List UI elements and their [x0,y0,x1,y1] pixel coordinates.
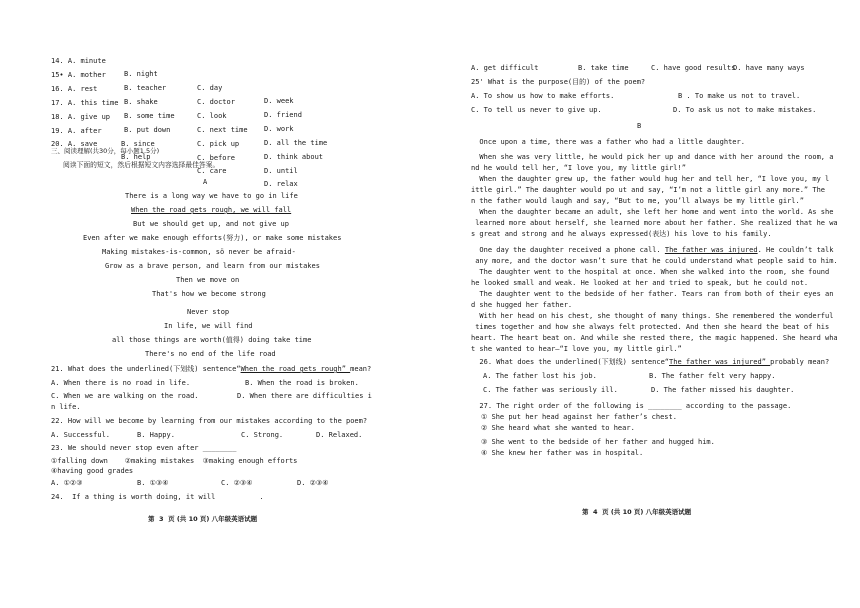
option: D. all the time [264,139,328,148]
story-line: The daughter went to the hospital at once. When she walked into the room, she found [471,268,830,276]
story-line: Once upon a time, there was a father who had a little daughter. [471,138,745,146]
option: D. ②③④ [297,479,329,487]
option: B. night [124,70,158,79]
option: C. When we are walking on the road. [51,392,199,400]
option: A. The father lost his job. [483,372,597,380]
poem-line: That's how we become strong [152,290,266,298]
story-line: When the daughter became an adult, she left her home and went into the world. As she [471,208,834,216]
option: C. To tell us never to give up. [471,106,602,114]
question-item: ③ She went to the bedside of her father and hugged him. [481,438,715,446]
page-footer: 第 4 页 (共 10 页) 八年级英语试题 [582,508,692,516]
story-line: When the daughter grew up, the father would hug her and tell her, “I love you, my l [471,175,830,183]
poem-line: Grow as a brave person, and learn from our mistakes [105,262,320,270]
poem-line: There's no end of the life road [145,350,276,358]
question-items: ①falling down ②making mistakes ③making enough efforts [51,457,298,465]
question-text: 21. What does the underlined(下划线) sentence“ [51,365,241,373]
option: C. pick up [197,139,240,148]
poem-line: Making mistakes-is-common, sö never be afraid- [102,248,296,256]
story-line: learned more about herself, she learned more about her father. She realized that he wa [471,219,838,227]
question-23: 23. We should never stop even after ________ [51,444,237,452]
poem-line: all those things are worth(值得) doing take time [112,336,312,344]
option: A. To show us how to make efforts. [471,92,615,100]
option: C. ②③④ [221,479,253,487]
option: A. Successful. [51,431,111,439]
option: 15• A. mother [51,70,106,79]
option: D. relax [264,180,298,189]
poem-line: There is a long way we have to go in life [125,192,298,200]
question-25: 25' What is the purpose(目的) of the poem? [471,78,646,86]
story-line: heart. The heart beat on. And while she rested there, the magic happened. She heard wha [471,334,838,342]
option: C. doctor [197,97,235,106]
story-line: nd he would tell her, “I love you, my little girl!” [471,164,686,172]
option: 14. A. minute [51,56,106,65]
option-continued: n life. [51,403,81,411]
question-text: . [259,493,264,501]
option: D. week [264,97,294,106]
option: C. next time [197,125,248,134]
question-text: 26. What does the underlined(下划线) sentence“ [471,358,670,366]
option: D. friend [264,111,302,120]
question-text: probably mean? [770,358,830,366]
page-footer: 第 3 页 (共 10 页) 八年级英语试题 [148,515,258,523]
poem-line: Never stop [187,308,230,316]
option: C. look [197,111,227,120]
option: B. Happy. [137,431,175,439]
option: D. Relaxed. [316,431,363,439]
story-line: n the father would laugh and say, “But to me, you’ll always be my little girl.” [471,197,804,205]
section-heading: 三、阅读理解(共30分，每小题1.5分) [51,147,160,155]
option: B. some time [124,112,175,121]
story-text: One day the daughter received a phone call. [471,246,665,254]
story-line: he looked small and weak. He looked at her and tried to speak, but he could not. [471,279,809,287]
option: D. work [264,125,294,134]
option: D. until [264,167,298,176]
instruction: 阅读下面的短文，然后根据短文内容选择最佳答案。 [63,161,220,169]
option: 20. A. save [51,139,98,148]
story-line: ittle girl.” The daughter would po ut and say, “I’m not a little girl any more.” The [471,186,826,194]
story-text: . He couldn’t talk [757,246,834,254]
option: B. help [121,153,151,162]
option: 19. A. after [51,126,102,135]
story-line: The daughter went to the bedside of her father. Tears ran from both of their eyes an [471,290,834,298]
underlined-text: When the road gets rough” [240,365,351,373]
option: D. To ask us not to make mistakes. [673,106,817,114]
option: B. since [121,140,155,149]
option: 18. A. give up [51,112,111,121]
option: C. The father was seriously ill. [483,386,618,394]
passage-label: B [637,122,642,130]
option: B. The father felt very happy. [649,372,776,380]
story-line: times together and how she always felt protected. And then she heard the beat of his [471,323,830,331]
option: B. When the road is broken. [245,379,359,387]
option: B. take time [578,64,629,72]
option: C. day [197,83,223,92]
poem-line-underlined: When the road gets rough, we will fall [131,206,292,214]
option: D. think about [264,153,324,162]
underlined-text: The father was injured” [669,358,771,366]
question-21 [51,363,371,377]
poem-line: But we should get up, and not give up [133,220,289,228]
option: A. get difficult [471,64,539,72]
question-item: ② She heard what she wanted to hear. [481,424,635,432]
option: A. When there is no road in life. [51,379,191,387]
question-item: ① She put her head against her father’s chest. [481,413,677,421]
poem-line: Even after we make enough efforts(努力), or make some mistakes [83,234,342,242]
option: B. ①③④ [137,479,169,487]
underlined-text: The father was injured [664,246,758,254]
option: B . To make us not to travel. [678,92,801,100]
story-line: t she wanted to hear—“I love you, my little girl.” [471,345,682,353]
option: B. put down [124,126,171,135]
question-text: mean? [350,365,372,373]
option: C. before [197,153,235,162]
option: A. ①②③ [51,479,83,487]
question-22: 22. How will we become by learning from our mistakes according to the poem? [51,417,368,425]
question-24 [51,491,264,505]
question-26 [471,356,829,370]
story-line: any more, and the doctor wasn’t sure that he could understand what people said to him. [471,257,838,265]
option: D. have many ways [733,64,805,72]
poem-line: Then we move on [176,276,240,284]
story-line: s great and strong and he always expressed(表达) his love to his family. [471,230,772,238]
passage-label: A [203,178,208,186]
question-27: 27. The right order of the following is ________ according to the passage. [471,402,792,410]
option: D. The father missed his daughter. [651,386,795,394]
option: C. Strong. [241,431,284,439]
story-line: When she was very little, he would pick her up and dance with her around the room, a [471,153,834,161]
option: B. shake [124,98,158,107]
question-item: ④ She knew her father was in hospital. [481,449,644,457]
story-line: d she hugged her father. [471,301,573,309]
option: 17. A. this time [51,98,119,107]
option: B. teacher [124,84,167,93]
option: D. When there are difficulties i [237,392,372,400]
option: C. have good results [651,64,736,72]
question-items: ④having good grades [51,467,134,475]
option: C. care [197,166,227,175]
story-line: With her head on his chest, she thought of many things. She remembered the wonderful [471,312,834,320]
poem-line: In life, we will find [164,322,253,330]
question-text: 24. If a thing is worth doing, it will [51,493,216,501]
option: 16. A. rest [51,84,98,93]
